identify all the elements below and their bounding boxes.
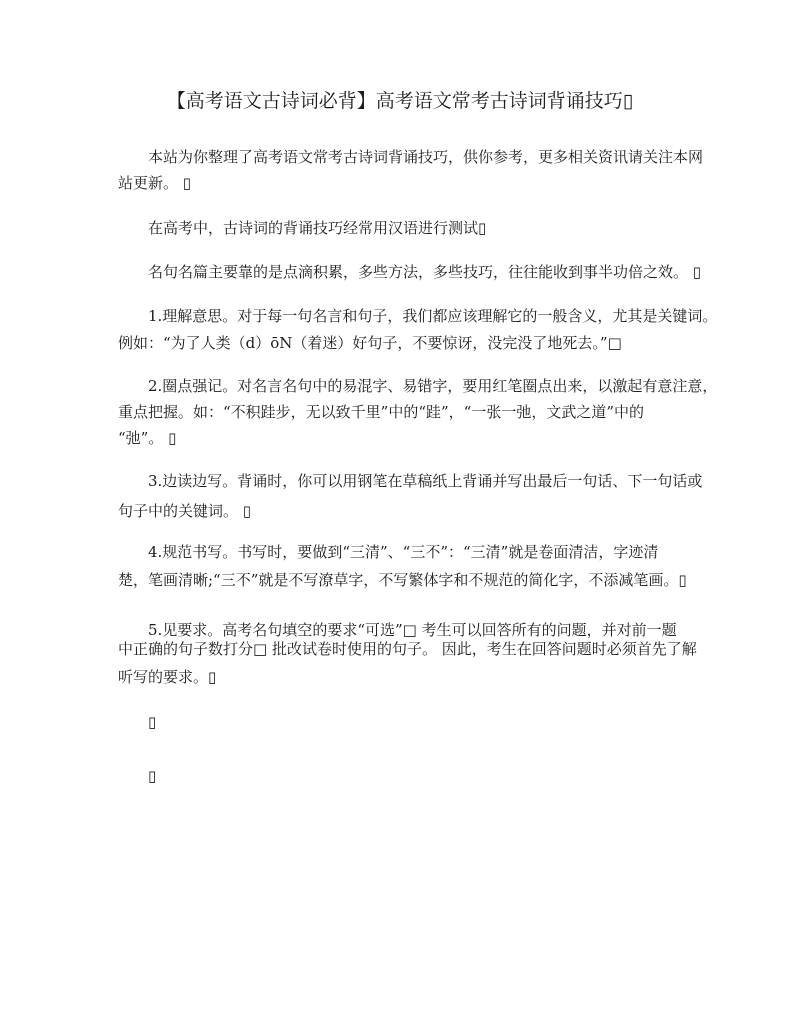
paragraph-line: 站更新。 ▯ [118, 174, 192, 192]
paragraph-line: 例如：“为了人类（d）ōN（着迷）好句子，不要惊讶，没完没了地死去。”□ [118, 334, 622, 352]
paragraph-line: 名句名篇主要靠的是点滴积累，多些方法，多些技巧，往往能收到事半功倍之效。 ▯ [148, 263, 702, 281]
paragraph-line: 中正确的句子数打分□ 批改试卷时使用的句子。 因此，考生在回答问题时必须首先了解 [118, 640, 697, 658]
paragraph-marker: ▯ [148, 713, 157, 731]
paragraph-line: 4.规范书写。书写时，要做到“三清”、“三不”：“三清”就是卷面清洁，字迹清 [148, 543, 659, 561]
paragraph-line: 楚，笔画清晰;“三不”就是不写潦草字，不写繁体字和不规范的简化字，不添减笔画。▯ [118, 571, 687, 589]
paragraph-marker: ▯ [148, 767, 157, 785]
document-title: 【高考语文古诗词必背】高考语文常考古诗词背诵技巧▯ [166, 90, 634, 112]
paragraph-line: 2.圈点强记。对名言名句中的易混字、易错字，要用红笔圈点出来，以激起有意注意， [148, 377, 718, 395]
paragraph-line: 3.边读边写。背诵时，你可以用钢笔在草稿纸上背诵并写出最后一句话、下一句话或 [148, 472, 703, 490]
paragraph-line: 在高考中，古诗词的背诵技巧经常用汉语进行测试▯ [148, 219, 487, 237]
paragraph-line: 听写的要求。▯ [118, 668, 217, 686]
paragraph-line: “弛”。 ▯ [118, 429, 177, 447]
paragraph-line: 本站为你整理了高考语文常考古诗词背诵技巧，供你参考，更多相关资讯请关注本网 [148, 148, 704, 166]
paragraph-line: 句子中的关键词。 ▯ [118, 502, 252, 520]
paragraph-line: 重点把握。如：“不积跬步，无以致千里”中的“跬”，“一张一弛，文武之道”中的 [118, 403, 645, 421]
paragraph-line: 1.理解意思。对于每一句名言和句子，我们都应该理解它的一般含义，尤其是关键词。 [148, 307, 718, 325]
paragraph-line: 5.见要求。高考名句填空的要求“可选”□ 考生可以回答所有的问题，并对前一题 [148, 621, 677, 639]
